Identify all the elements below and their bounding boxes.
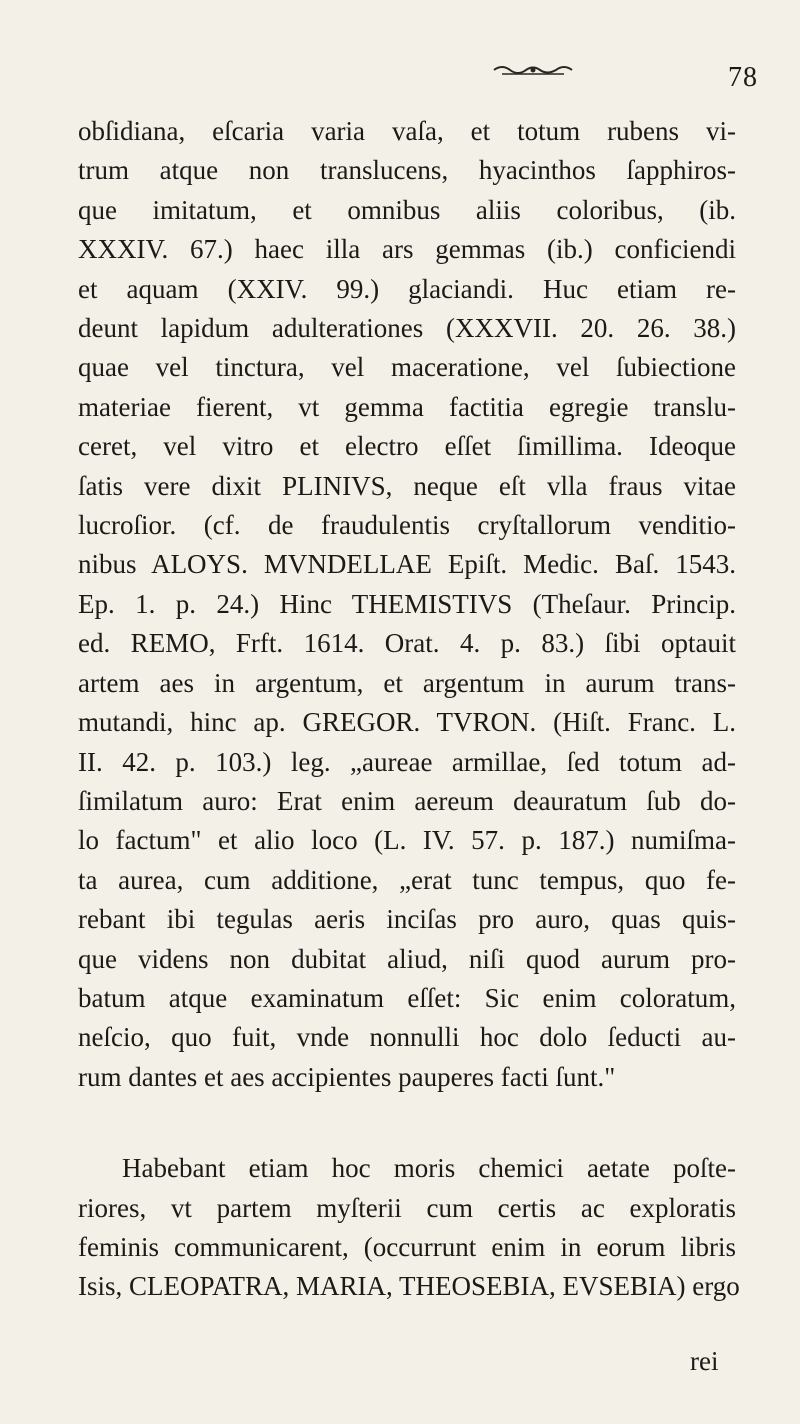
paragraph — [78, 112, 736, 1097]
text-line: mutandi, hinc ap. GREGOR. TVRON. (Hiſt. Franc. L. — [78, 707, 736, 738]
header-ornament-icon — [492, 62, 574, 78]
text-line: ed. REMO, Frft. 1614. Orat. 4. p. 83.) ſibi optauit — [78, 628, 736, 659]
text-line: rum dantes et aes accipientes pauperes facti ſunt." — [78, 1061, 616, 1092]
text-line: II. 42. p. 103.) leg. „aureae armillae, ſed totum ad- — [78, 746, 736, 777]
text-line: et aquam (XXIV. 99.) glaciandi. Huc etiam re- — [78, 273, 736, 304]
catchword: rei — [690, 1346, 719, 1376]
text-line: lucroſior. (cf. de fraudulentis cryſtallorum venditio- — [78, 510, 736, 541]
text-line: Ep. 1. p. 24.) Hinc THEMISTIVS (Theſaur. Princip. — [78, 588, 736, 619]
text-line: lo factum" et alio loco (L. IV. 57. p. 187.) numiſma- — [78, 825, 736, 856]
text-line: que videns non dubitat aliud, niſi quod aurum pro- — [78, 943, 736, 974]
text-line: feminis communicarent, (occurrunt enim in eorum libris — [78, 1231, 736, 1262]
text-line: ſimilatum auro: Erat enim aereum deauratum ſub do- — [78, 785, 736, 816]
text-line: obſidiana, eſcaria varia vaſa, et totum rubens vi- — [78, 116, 736, 146]
text-line: ta aurea, cum additione, „erat tunc tempus, quo fe- — [78, 864, 736, 895]
text-line: ceret, vel vitro et electro eſſet ſimillima. Ideoque — [78, 431, 736, 462]
text-line: rebant ibi tegulas aeris inciſas pro auro, quas quis- — [78, 904, 736, 935]
text-line: deunt lapidum adulterationes (XXXVII. 20. 26. 38.) — [78, 313, 736, 344]
text-line: riores, vt partem myſterii cum certis ac exploratis — [78, 1192, 736, 1223]
page-number: 78 — [728, 62, 758, 93]
paragraph-gap — [78, 1097, 736, 1149]
text-line: artem aes in argentum, et argentum in aurum trans- — [78, 667, 736, 698]
text-line: materiae fierent, vt gemma factitia egregie translu- — [78, 391, 736, 422]
text-line: XXXIV. 67.) haec illa ars gemmas (ib.) conficiendi — [78, 234, 736, 265]
text-line: trum atque non translucens, hyacinthos ſapphiros- — [78, 155, 736, 186]
text-line: neſcio, quo fuit, vnde nonnulli hoc dolo ſeducti au- — [78, 1022, 736, 1053]
text-line: Habebant etiam hoc moris chemici aetate poſte- — [122, 1153, 736, 1184]
text-line: batum atque examinatum eſſet: Sic enim coloratum, — [78, 982, 736, 1013]
body-text — [78, 112, 740, 1307]
text-line: Isis, CLEOPATRA, MARIA, THEOSEBIA, EVSEBIA) ergo — [78, 1271, 740, 1302]
text-line: ſatis vere dixit PLINIVS, neque eſt vlla fraus vitae — [78, 470, 736, 501]
paragraph — [78, 1149, 740, 1307]
text-line: que imitatum, et omnibus aliis coloribus, (ib. — [78, 194, 736, 225]
text-line: quae vel tinctura, vel maceratione, vel ſubiectione — [78, 352, 736, 383]
text-line: nibus ALOYS. MVNDELLAE Epiſt. Medic. Baſ. 1543. — [78, 549, 736, 580]
